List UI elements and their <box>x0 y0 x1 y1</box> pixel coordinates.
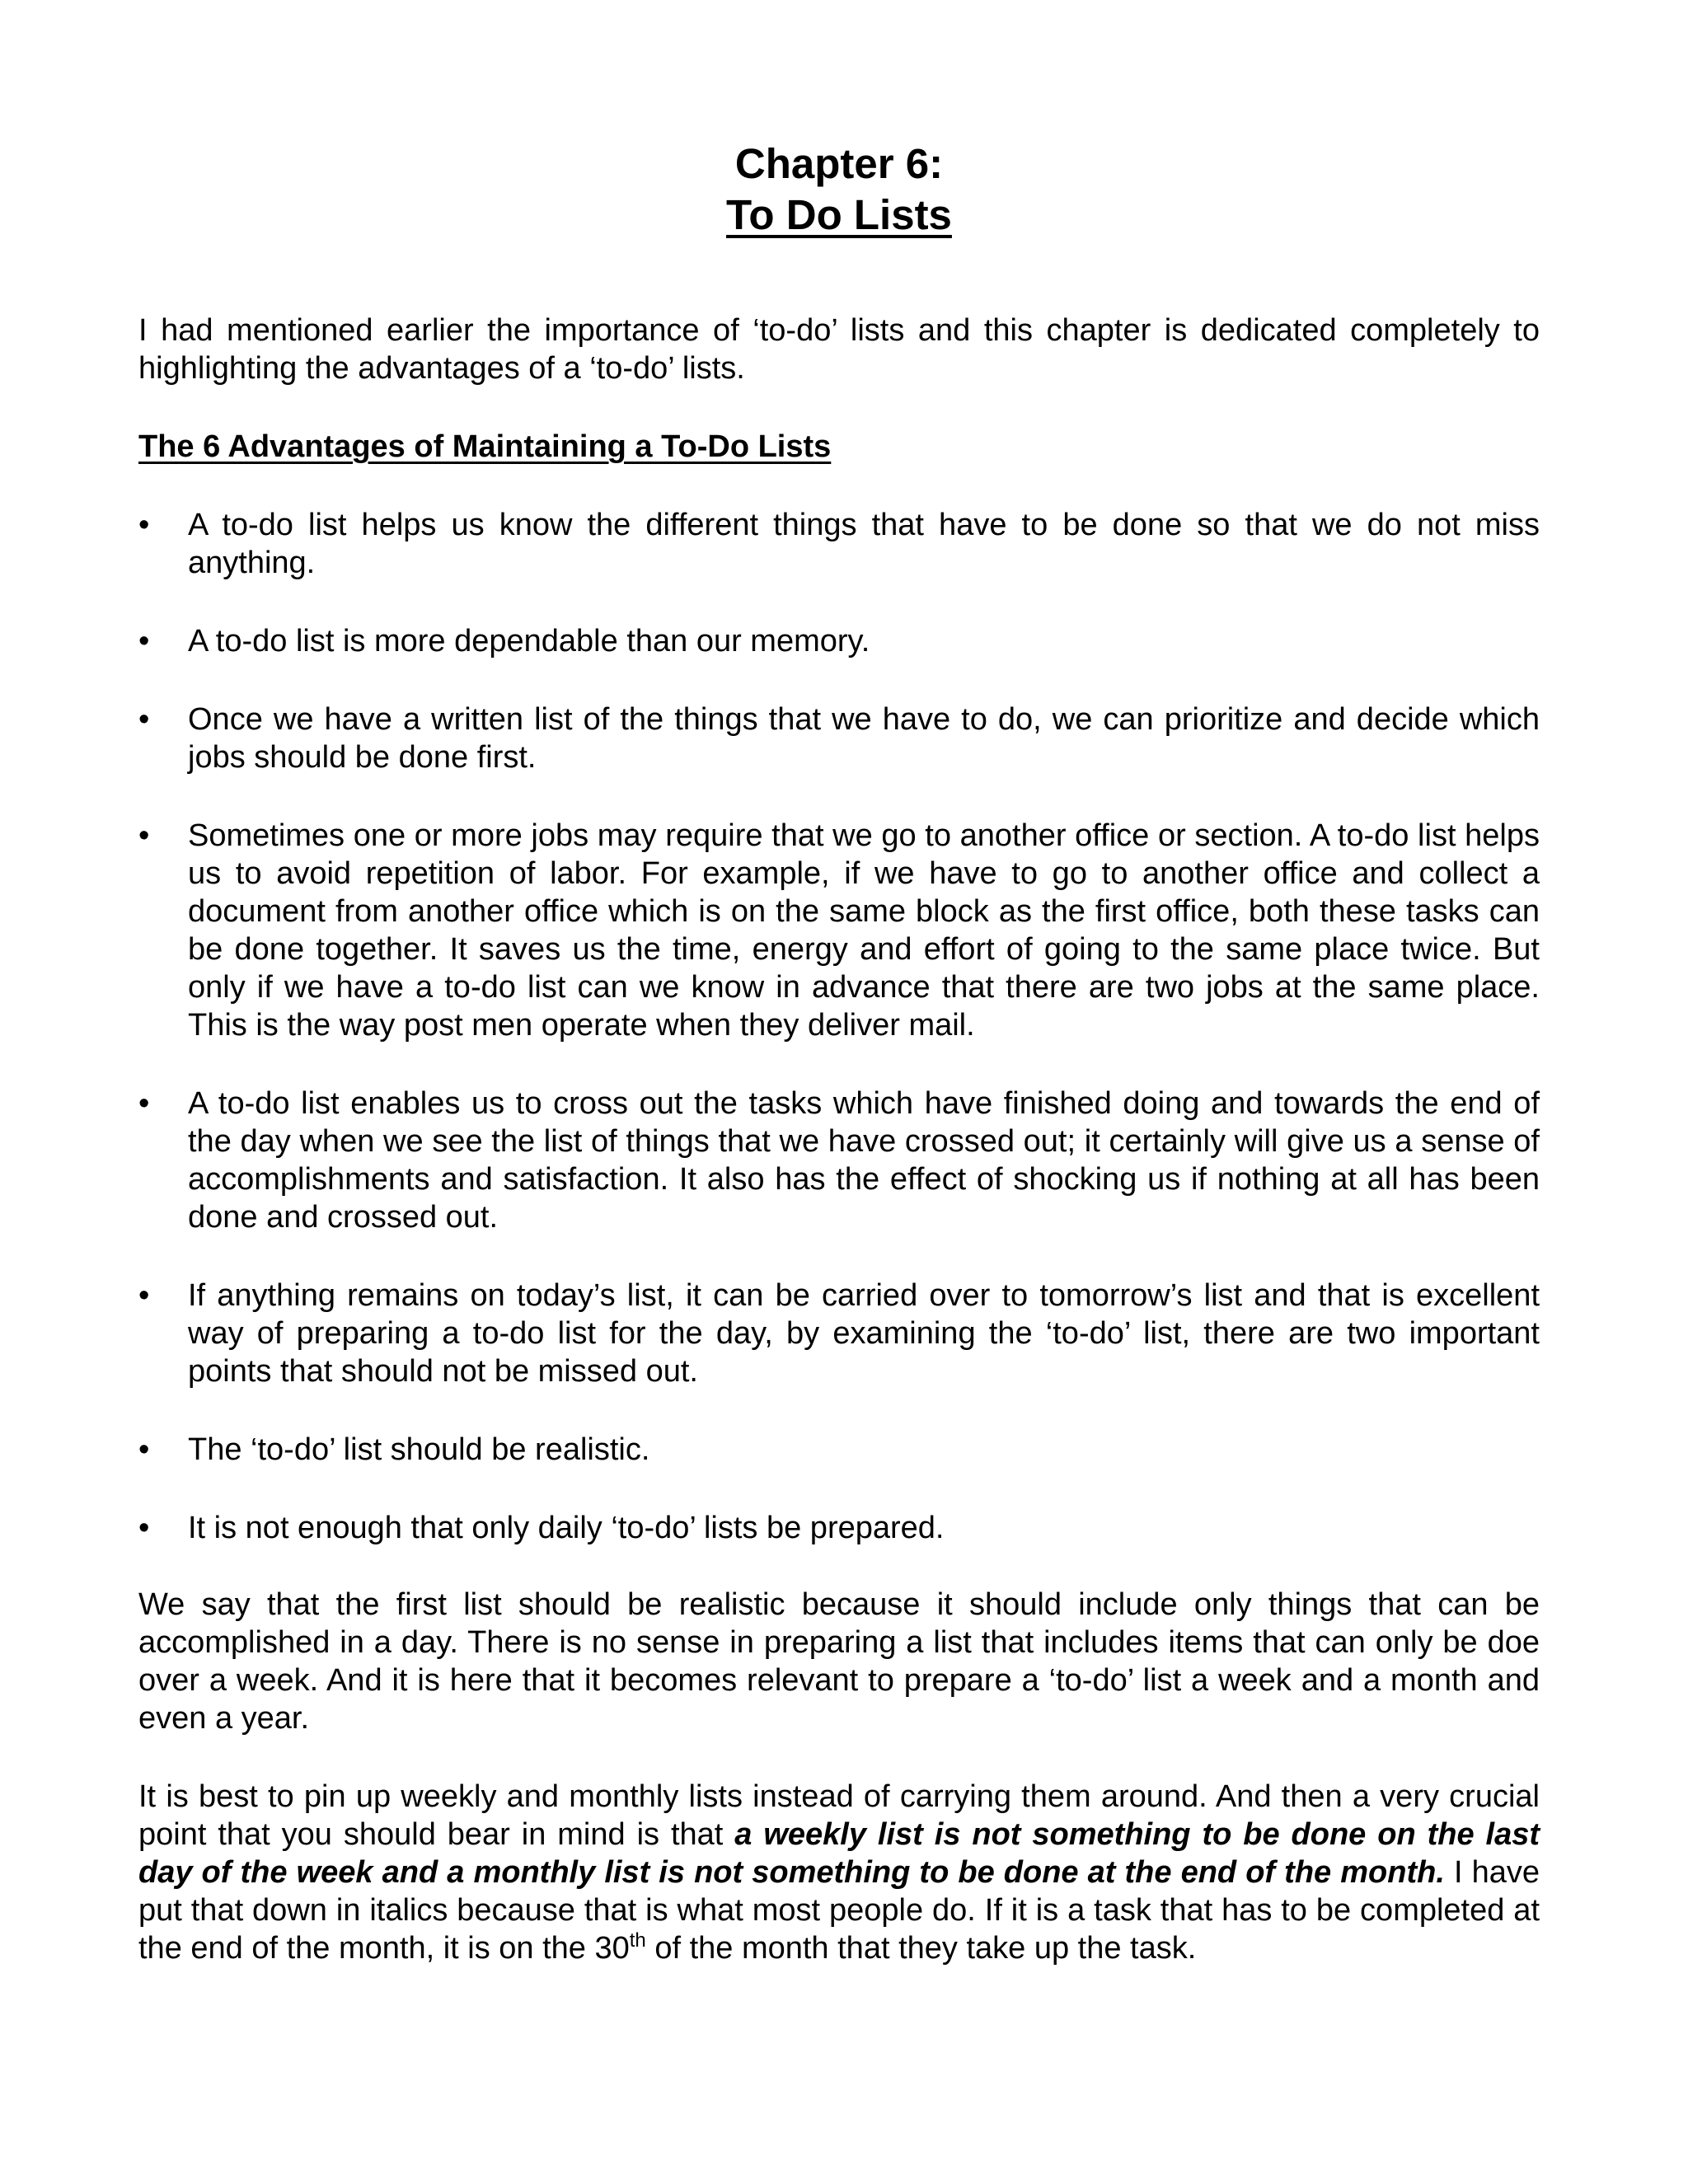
pin-up-tail-text: of the month that they take up the task. <box>645 1931 1197 1966</box>
list-item-text: It is not enough that only daily ‘to-do’ lists be prepared. <box>188 1511 945 1545</box>
list-item-text: A to-do list is more dependable than our memory. <box>188 624 870 658</box>
ordinal-superscript: th <box>629 1929 646 1952</box>
list-item-text: A to-do list enables us to cross out the tasks which have finished doing and towards the end of the day when we see the list of things that we have crossed out; it certainly will give us a sense of accomplishments and satisfaction. It also has the effect of shocking us if nothing at all has been done and crossed out. <box>188 1086 1540 1235</box>
list-item <box>138 506 1540 582</box>
realistic-paragraph: We say that the first list should be realistic because it should include only things that can be accomplished in a day. There is no sense in preparing a list that includes items that can only be doe over a week. And it is here that it becomes relevant to prepare a ‘to-do’ list a week and a month and even a year. <box>138 1587 1540 1736</box>
pin-up-lead-text: It is best to pin up weekly and monthly lists instead of carrying them around. And then a very crucial point that you should bear in mind is that <box>138 1779 1540 1852</box>
bullet-icon: • <box>138 508 150 542</box>
list-item <box>138 1431 1540 1469</box>
list-item-text: If anything remains on today’s list, it can be carried over to tomorrow’s list and that is excellent way of preparing a to-do list for the day, by examining the ‘to-do’ list, there are two important points that should not be missed out. <box>188 1278 1540 1389</box>
list-item <box>138 1085 1540 1236</box>
list-item-text: Sometimes one or more jobs may require that we go to another office or section. A to-do list helps us to avoid repetition of labor. For example, if we have to go to another office and collect a document from another office which is on the same block as the first office, both these tasks can be done together. It saves us the time, energy and effort of going to the same place twice. But only if we have a to-do list can we know in advance that there are two jobs at the same place. This is the way post men operate when they deliver mail. <box>188 818 1540 1043</box>
intro-paragraph: I had mentioned earlier the importance of ‘to-do’ lists and this chapter is dedicated completely to highlighting the advantages of a ‘to-do’ lists. <box>138 313 1540 386</box>
section-heading: The 6 Advantages of Maintaining a To-Do Lists <box>138 429 832 464</box>
chapter-title: To Do Lists <box>726 191 952 238</box>
list-item <box>138 622 1540 660</box>
emphasis-text: a weekly list is not something to be done on the last day of the week and a monthly list is not something to be done at the end of the month. <box>138 1817 1540 1890</box>
chapter-heading <box>138 138 1540 241</box>
bullet-icon: • <box>138 1511 150 1545</box>
bullet-icon: • <box>138 624 150 658</box>
bullet-icon: • <box>138 702 150 737</box>
pin-up-paragraph <box>138 1778 1540 1967</box>
list-item <box>138 1277 1540 1390</box>
bullet-icon: • <box>138 818 150 853</box>
list-item-text: The ‘to-do’ list should be realistic. <box>188 1432 650 1467</box>
list-item-text: A to-do list helps us know the different things that have to be done so that we do not miss anything. <box>188 508 1540 580</box>
list-item <box>138 817 1540 1044</box>
bullet-icon: • <box>138 1432 150 1467</box>
document-page <box>138 138 1540 1967</box>
list-item <box>138 1509 1540 1547</box>
chapter-number: Chapter 6: <box>734 140 944 187</box>
list-item <box>138 701 1540 776</box>
list-item-text: Once we have a written list of the things that we have to do, we can prioritize and decide which jobs should be done first. <box>188 702 1540 775</box>
pin-up-middle-text: I have put that down in italics because that is what most people do. If it is a task that has to be completed at the end of the month, it is on the 30 <box>138 1855 1540 1966</box>
advantages-list <box>138 506 1540 1547</box>
bullet-icon: • <box>138 1086 150 1121</box>
bullet-icon: • <box>138 1278 150 1313</box>
